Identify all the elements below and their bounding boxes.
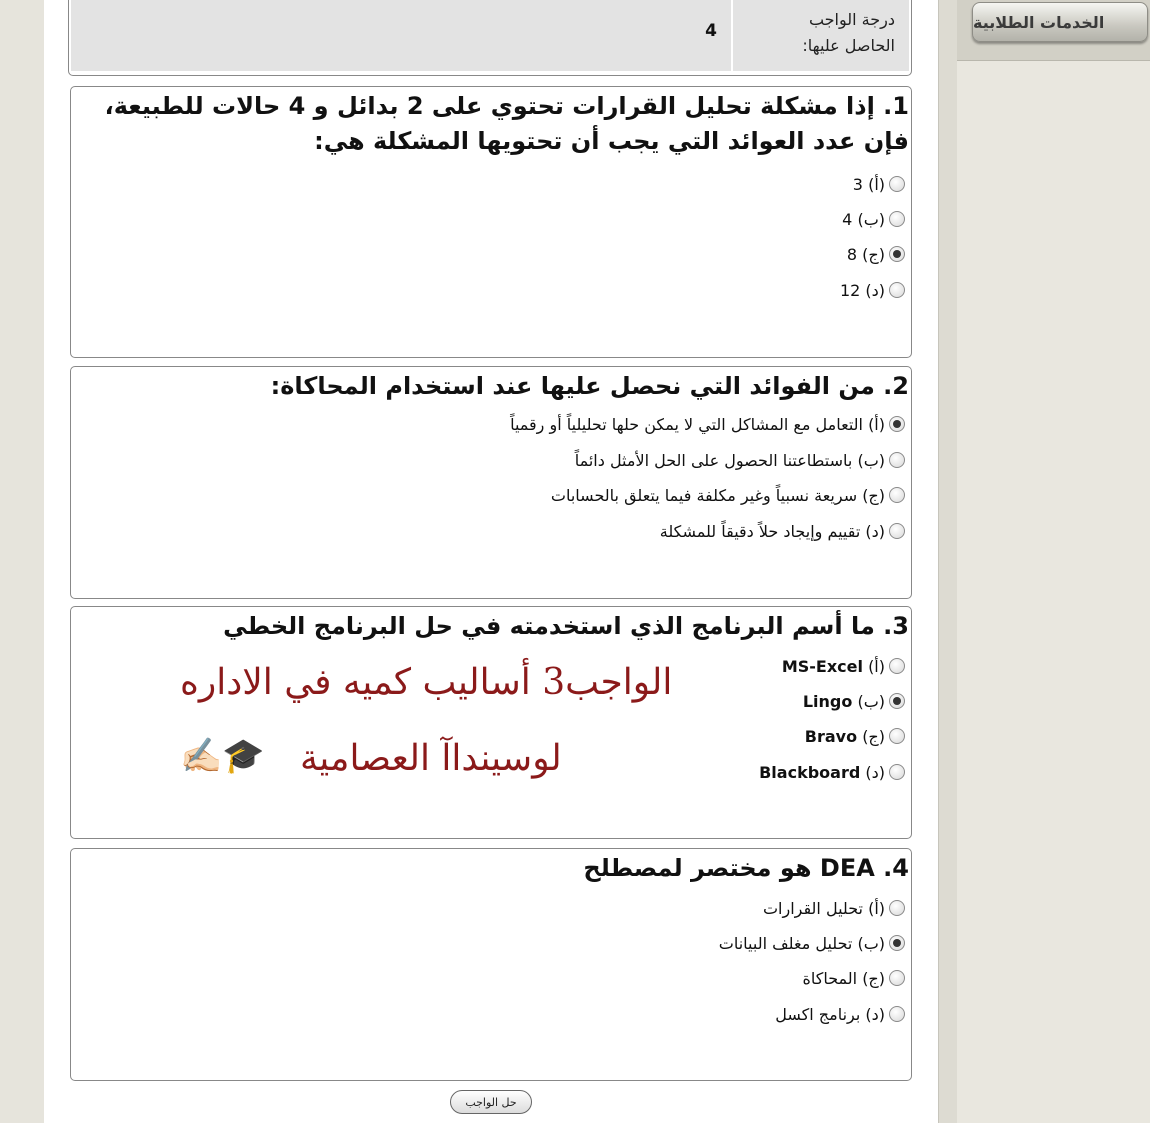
- question-1-title: 1. إذا مشكلة تحليل القرارات تحتوي على 2 بدائل و 4 حالات للطبيعة، فإن عدد العوائد التي يجب أن تحتويها المشكلة هي:: [104, 92, 909, 155]
- question-2-option-a[interactable]: (أ) التعامل مع المشاكل التي لا يمكن حلها تحليلياً أو رقمياً: [510, 413, 905, 435]
- radio-button[interactable]: [889, 523, 905, 539]
- question-3-title: 3. ما أسم البرنامج الذي استخدمته في حل البرنامج الخطي: [223, 612, 909, 640]
- radio-button[interactable]: [889, 1006, 905, 1022]
- radio-button[interactable]: [889, 728, 905, 744]
- sidebar-panel: [957, 0, 1150, 1123]
- radio-button-selected[interactable]: [889, 935, 905, 951]
- question-2-option-c[interactable]: (ج) سريعة نسبياً وغير مكلفة فيما يتعلق بالحسابات: [551, 484, 905, 506]
- grade-summary: [68, 0, 912, 76]
- question-3: [70, 606, 912, 839]
- pen-graduation-icon: ✍🏻🎓: [180, 736, 265, 776]
- question-3-option-a[interactable]: (أ) MS-Excel: [782, 655, 905, 677]
- radio-button[interactable]: [889, 764, 905, 780]
- question-2: [70, 366, 912, 599]
- question-1-option-d[interactable]: (د) 12: [840, 279, 905, 301]
- overlay-author: لوسينداآ العصامية: [300, 738, 562, 779]
- question-2-option-b[interactable]: (ب) باستطاعتنا الحصول على الحل الأمثل دائماً: [575, 449, 905, 471]
- radio-button[interactable]: [889, 970, 905, 986]
- submit-homework-button[interactable]: حل الواجب: [450, 1090, 532, 1114]
- question-2-title: 2. من الفوائد التي نحصل عليها عند استخدام المحاكاة:: [270, 372, 909, 400]
- question-4-option-c[interactable]: (ج) المحاكاة: [802, 967, 905, 989]
- question-4-option-a[interactable]: (أ) تحليل القرارات: [763, 897, 905, 919]
- question-1: [70, 86, 912, 358]
- grade-label-line2: الحاصل عليها:: [802, 36, 895, 55]
- student-services-button[interactable]: الخدمات الطلابية: [972, 2, 1148, 42]
- radio-button-selected[interactable]: [889, 416, 905, 432]
- left-page-margin: [0, 0, 45, 1123]
- radio-button[interactable]: [889, 900, 905, 916]
- radio-button-selected[interactable]: [889, 246, 905, 262]
- radio-button[interactable]: [889, 282, 905, 298]
- radio-button[interactable]: [889, 487, 905, 503]
- grade-value-cell: [71, 0, 731, 71]
- radio-button[interactable]: [889, 211, 905, 227]
- question-4: [70, 848, 912, 1081]
- question-4-title: 4. DEA هو مختصر لمصطلح: [583, 854, 909, 882]
- right-sidebar: [938, 0, 1150, 1123]
- radio-button[interactable]: [889, 452, 905, 468]
- grade-label-line1: درجة الواجب: [808, 10, 895, 29]
- question-3-option-b[interactable]: (ب) Lingo: [803, 690, 905, 712]
- question-3-option-d[interactable]: (د) Blackboard: [759, 761, 905, 783]
- homework-main: [44, 0, 938, 1123]
- radio-button[interactable]: [889, 176, 905, 192]
- overlay-title: الواجب3 أساليب كميه في الاداره: [180, 662, 673, 703]
- radio-button[interactable]: [889, 658, 905, 674]
- question-1-option-b[interactable]: (ب) 4: [842, 208, 905, 230]
- question-3-option-c[interactable]: (ج) Bravo: [805, 725, 905, 747]
- grade-value: 4: [705, 21, 717, 41]
- question-1-option-a[interactable]: (أ) 3: [853, 173, 905, 195]
- question-2-option-d[interactable]: (د) تقييم وإيجاد حلاً دقيقاً للمشكلة: [660, 520, 905, 542]
- question-1-option-c[interactable]: (ج) 8: [847, 243, 905, 265]
- grade-label: [731, 0, 909, 71]
- radio-button-selected[interactable]: [889, 693, 905, 709]
- question-4-option-d[interactable]: (د) برنامج اكسل: [775, 1003, 905, 1025]
- question-4-option-b[interactable]: (ب) تحليل مغلف البيانات: [719, 932, 905, 954]
